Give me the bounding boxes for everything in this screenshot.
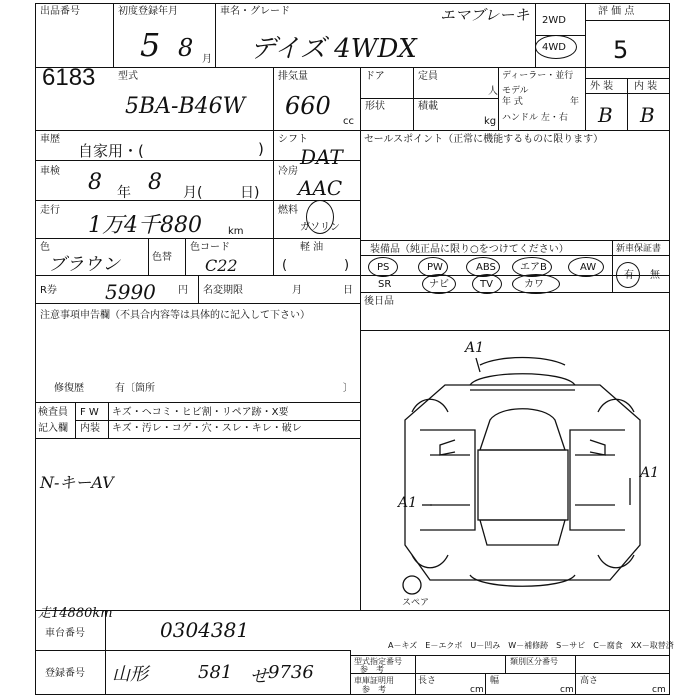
model-year-unit: 年 bbox=[570, 97, 580, 107]
fw-items: キズ・ヘコミ・ヒビ割・リペア跡・X要 bbox=[112, 407, 289, 418]
warranty-yes: 有 bbox=[624, 270, 634, 281]
registration-kana: せ bbox=[250, 666, 268, 687]
interior-grade: B bbox=[640, 103, 655, 127]
ac-label: 冷房 bbox=[278, 166, 298, 177]
inspection-year-unit: 年 bbox=[117, 185, 131, 201]
chassis-number-label: 車台番号 bbox=[45, 628, 85, 639]
mileage-unit: km bbox=[228, 226, 244, 237]
inspection-day-unit: 日) bbox=[240, 185, 260, 201]
car-name-label: 車名・グレード bbox=[220, 6, 290, 17]
capacity-unit: 人 bbox=[488, 86, 498, 97]
interior-check-label: 内装 bbox=[80, 423, 100, 434]
rear-items-label: 後日品 bbox=[364, 296, 394, 307]
exterior-grade: B bbox=[598, 103, 613, 127]
ac-value: AAC bbox=[298, 176, 343, 200]
height-label: 高さ bbox=[580, 676, 599, 686]
warranty-label: 新車保証書 bbox=[616, 244, 662, 254]
grade-label: 評 価 点 bbox=[598, 6, 635, 17]
mileage-label: 走行 bbox=[40, 205, 60, 216]
rule bbox=[505, 655, 506, 673]
history-close-paren: ) bbox=[258, 140, 264, 158]
mileage-value: 1万4千880 bbox=[88, 213, 202, 238]
first-registration-month-unit: 月 bbox=[202, 54, 212, 65]
dealer-label: ディーラー・並行 bbox=[502, 71, 574, 81]
lot-number-label: 出品番号 bbox=[40, 6, 80, 17]
registration-label: 登録番号 bbox=[45, 668, 85, 679]
displacement-unit: cc bbox=[343, 116, 354, 127]
interior-label: 内 装 bbox=[634, 81, 658, 92]
drive-4wd: 4WD bbox=[542, 42, 566, 53]
length-unit: cm bbox=[470, 685, 484, 695]
sales-point-label: セールスポイント（正常に機能するものに限ります） bbox=[364, 134, 604, 145]
transfer-day: 日 bbox=[343, 285, 353, 296]
shift-value: DAT bbox=[300, 145, 343, 169]
notes-label: 注意事項申告欄（不具合内容等は具体的に記入して下さい） bbox=[40, 310, 310, 321]
color-value: ブラウン bbox=[48, 254, 120, 275]
inspector-label-2: 記入欄 bbox=[38, 423, 68, 434]
door-label: ドア bbox=[365, 71, 385, 82]
registration-area: 山形 bbox=[112, 664, 148, 685]
equipment-item: AW bbox=[580, 262, 597, 273]
model-year-label-2: 年 式 bbox=[502, 97, 523, 107]
handwritten-mileage-memo: 走14880km bbox=[38, 606, 113, 621]
recycle-label: R券 bbox=[40, 285, 57, 296]
inspection-label: 車検 bbox=[40, 166, 60, 177]
equipment-item: ABS bbox=[476, 262, 496, 273]
length-label: 長さ bbox=[418, 676, 437, 686]
registration-class: 581 bbox=[198, 662, 233, 683]
damage-legend: A－キズ E－エクボ U－凹み W－補修跡 S－サビ C－腐食 XX－取替済 bbox=[388, 641, 674, 650]
interior-check-items: キズ・汚レ・コゲ・穴・スレ・キレ・破レ bbox=[112, 423, 302, 434]
damage-mark-front: A1 bbox=[465, 340, 485, 356]
equipment-item: PS bbox=[377, 262, 390, 273]
transfer-month: 月 bbox=[292, 285, 302, 296]
displacement-value: 660 bbox=[285, 92, 331, 120]
transfer-deadline-label: 名変期限 bbox=[203, 285, 243, 296]
first-registration-month: 8 bbox=[178, 34, 194, 62]
garage-cert-ref: 参 考 bbox=[362, 685, 386, 694]
model-value: 5BA-B46W bbox=[125, 94, 246, 119]
steering-label: ハンドル 左・右 bbox=[502, 113, 568, 123]
capacity-label: 定員 bbox=[418, 71, 438, 82]
displacement-label: 排気量 bbox=[278, 71, 308, 82]
fuel-paren-close: ) bbox=[344, 258, 350, 273]
inspector-label: 検査員 bbox=[38, 407, 68, 418]
car-name: デイズ 4WDX bbox=[250, 34, 417, 64]
class-label: 類別区分番号 bbox=[510, 657, 558, 666]
fw-label: F W bbox=[80, 407, 99, 418]
equipment-item: エアB bbox=[520, 262, 547, 273]
repair-history-close: 〕 bbox=[343, 383, 353, 394]
fuel-label: 燃料 bbox=[278, 205, 298, 216]
rule bbox=[575, 655, 576, 673]
color-code-label: 色コード bbox=[190, 242, 230, 253]
chassis-number: 0304381 bbox=[160, 618, 250, 642]
warranty-no: 無 bbox=[650, 270, 660, 281]
fuel-gasoline: ガソリン bbox=[300, 222, 340, 233]
repair-history-label: 修復歴 bbox=[54, 383, 84, 394]
fuel-paren-open: ( bbox=[282, 258, 288, 273]
fuel-diesel: 軽 油 bbox=[300, 242, 324, 253]
first-registration-label: 初度登録年月 bbox=[118, 6, 178, 17]
first-registration-year: 5 bbox=[140, 26, 161, 64]
grade-value: 5 bbox=[613, 36, 629, 64]
exterior-label: 外 装 bbox=[590, 81, 614, 92]
recycle-unit: 円 bbox=[178, 285, 188, 296]
spare-label: スペア bbox=[402, 598, 430, 608]
rule bbox=[350, 673, 670, 674]
repair-history-value: 有〔箇所 bbox=[115, 383, 155, 394]
rule bbox=[575, 673, 576, 695]
inspection-year: 8 bbox=[88, 170, 102, 195]
model-label: 型式 bbox=[118, 71, 138, 82]
lot-number: 6183 bbox=[42, 64, 96, 91]
handwritten-note: N-キーAV bbox=[40, 473, 114, 492]
equipment-item: TV bbox=[480, 279, 493, 290]
equipment-item: PW bbox=[427, 262, 443, 273]
rule bbox=[415, 655, 416, 695]
damage-mark-right: A1 bbox=[640, 465, 660, 481]
history-label: 車歴 bbox=[40, 134, 60, 145]
equipment-label: 装備品（純正品に限り○をつけてください） bbox=[370, 244, 569, 255]
registration-number: 9736 bbox=[268, 662, 314, 683]
width-unit: cm bbox=[560, 685, 574, 695]
shift-label: シフト bbox=[278, 134, 308, 145]
color-code-value: C22 bbox=[205, 256, 238, 275]
type-spec-label: 型式指定番号 bbox=[354, 657, 402, 666]
damage-mark-left: A1 bbox=[398, 495, 418, 511]
width-label: 幅 bbox=[490, 676, 500, 686]
option-note: エマブレーキ bbox=[440, 6, 530, 24]
equipment-item: SR bbox=[378, 279, 392, 290]
history-value: 自家用・( bbox=[78, 142, 144, 160]
height-unit: cm bbox=[652, 685, 666, 695]
inspection-month-unit: 月( bbox=[183, 185, 203, 201]
color-label: 色 bbox=[40, 242, 50, 253]
rule bbox=[485, 673, 486, 695]
equipment-item: カワ bbox=[524, 279, 544, 290]
garage-cert-label: 車庫証明用 bbox=[354, 676, 394, 685]
recycle-value: 5990 bbox=[105, 280, 156, 304]
model-year-label: モデル bbox=[502, 86, 529, 96]
type-spec-ref: 参 考 bbox=[360, 665, 384, 674]
color-change-label: 色替 bbox=[152, 252, 172, 263]
inspection-month: 8 bbox=[148, 170, 162, 195]
load-unit: kg bbox=[484, 116, 497, 127]
equipment-item: ナビ bbox=[429, 279, 449, 290]
drive-2wd: 2WD bbox=[542, 15, 566, 26]
shape-label: 形状 bbox=[365, 101, 385, 112]
load-label: 積載 bbox=[418, 101, 438, 112]
